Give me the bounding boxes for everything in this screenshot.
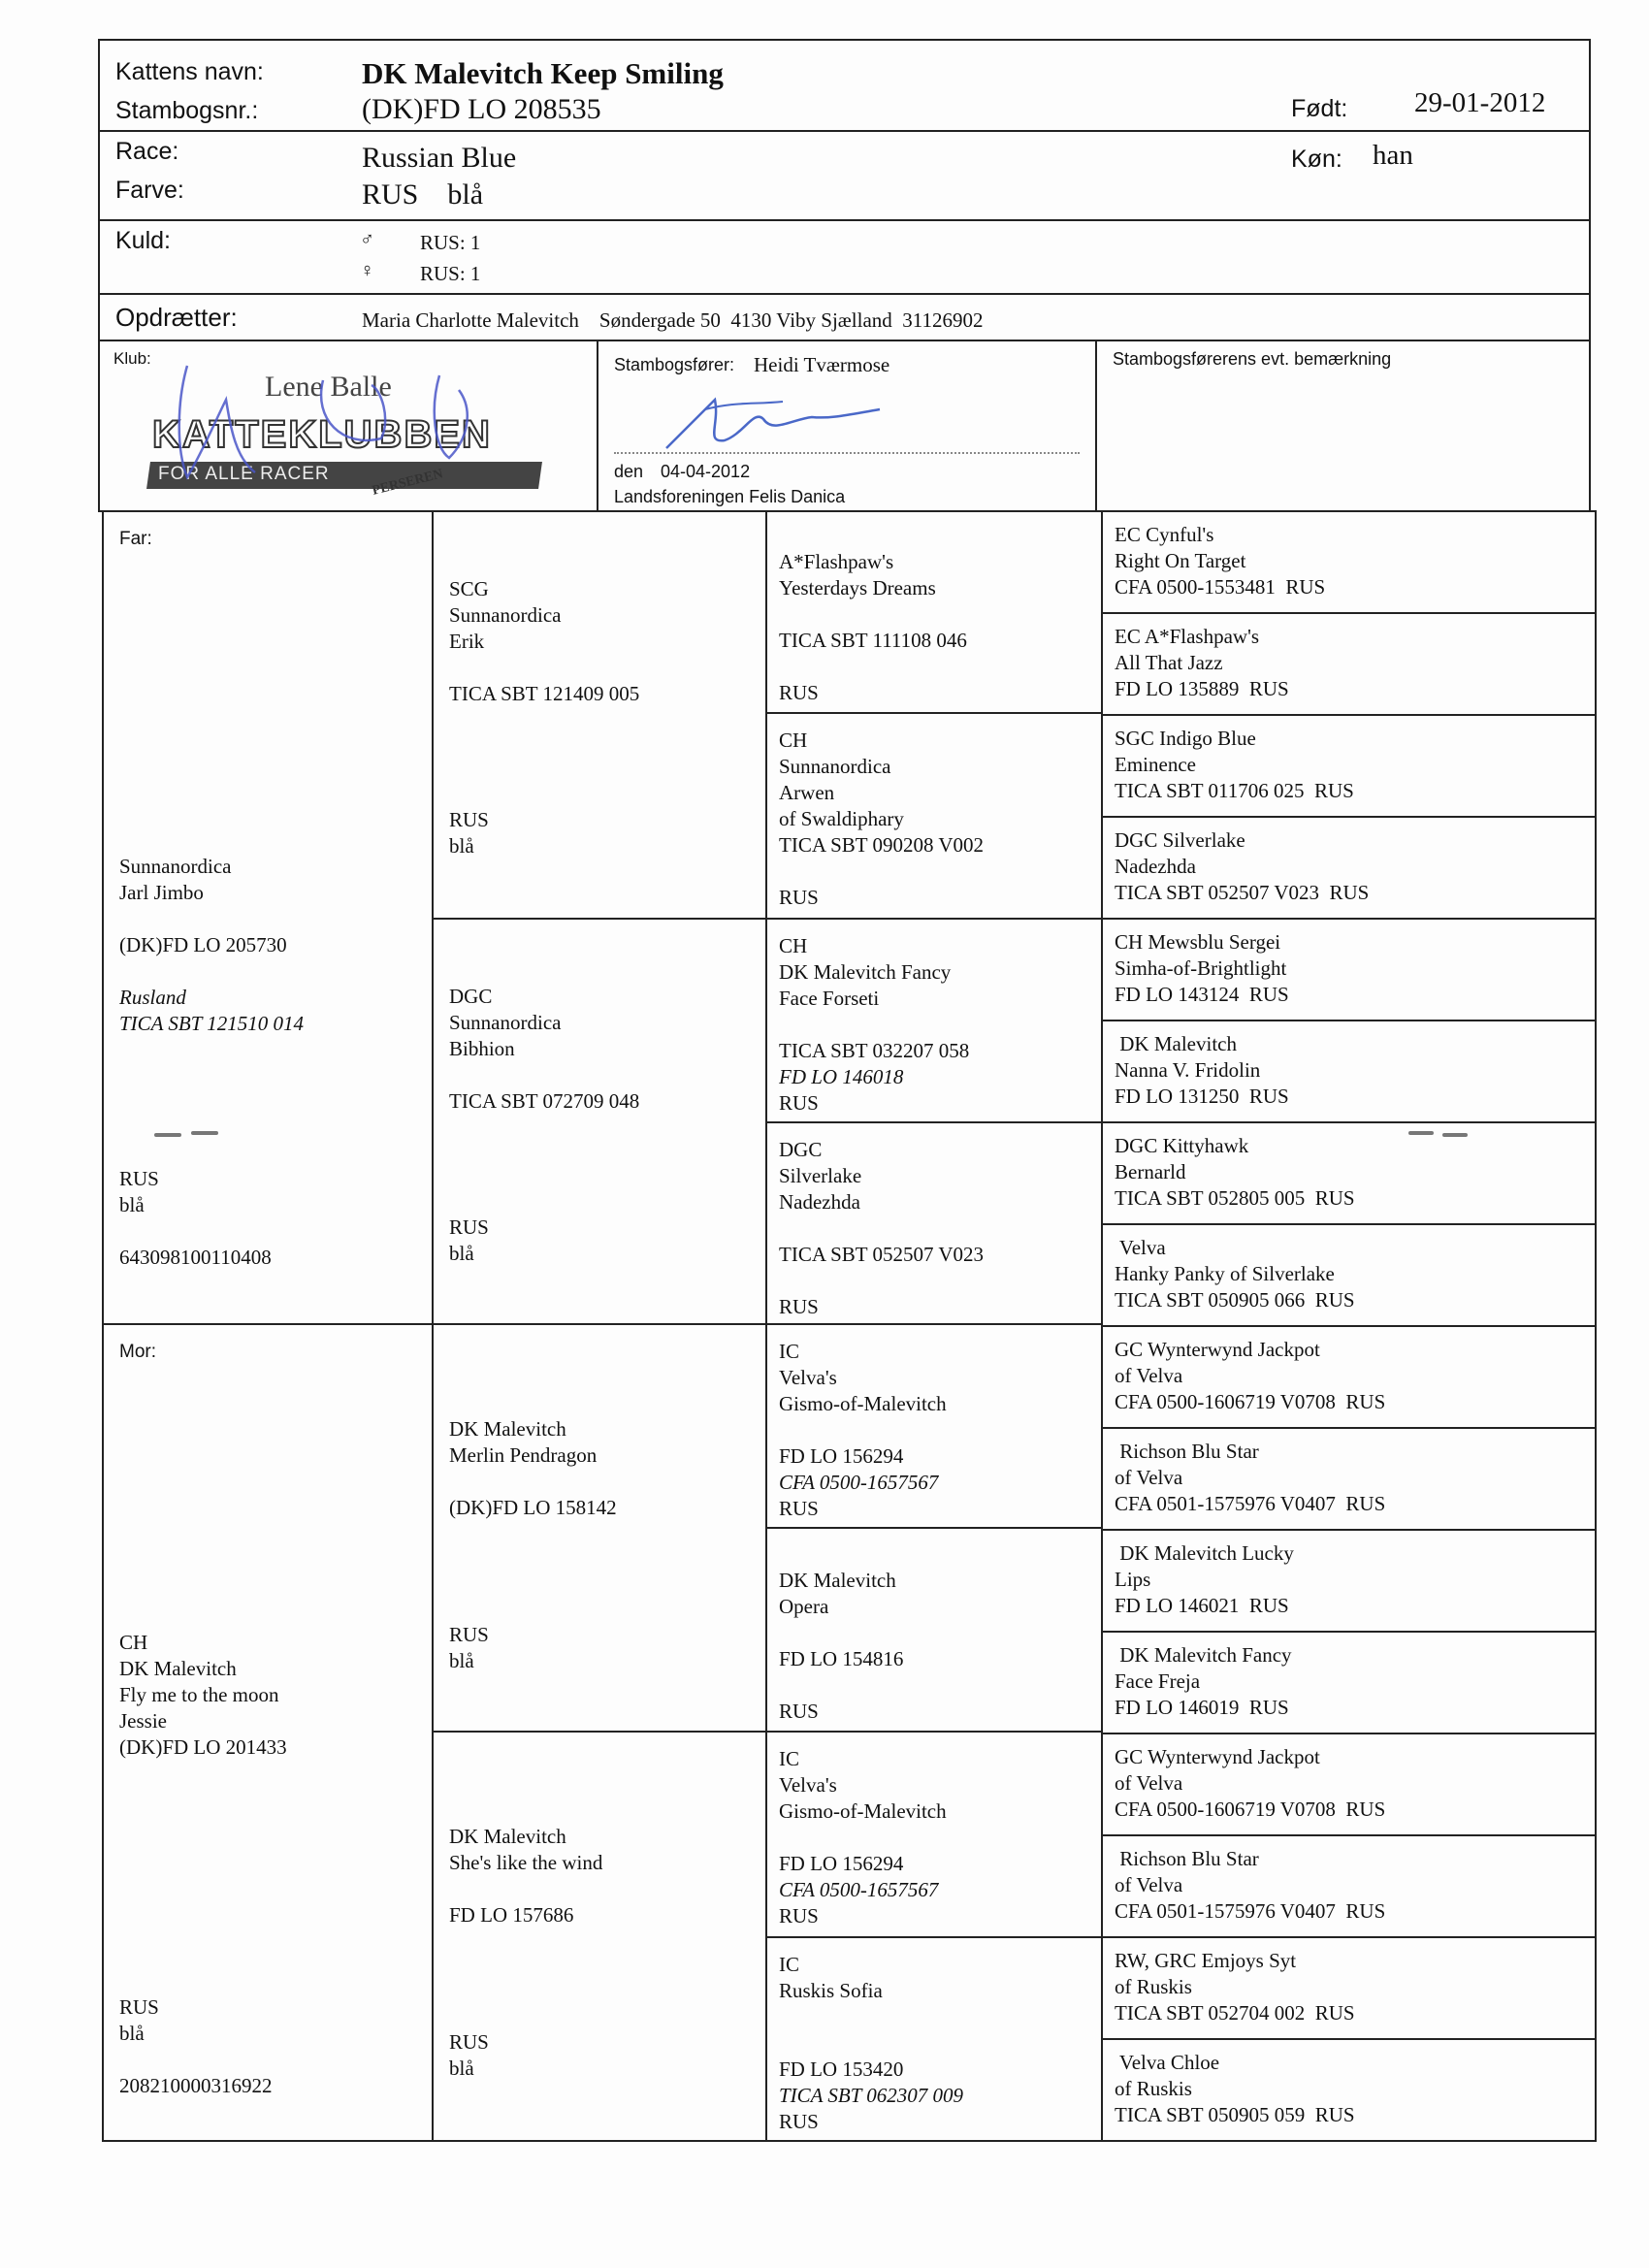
gen4-cell (1103, 1836, 1595, 1938)
gen3-cell (767, 1529, 1103, 1733)
gen2-line (449, 655, 639, 681)
gen2-line: DK Malevitch (449, 1825, 566, 1848)
gen4-line: Nadezhda (1115, 855, 1196, 878)
father-line (119, 958, 304, 985)
gen2-line: TICA SBT 072709 048 (449, 1089, 640, 1113)
gen3-line (779, 1825, 947, 1851)
father-italic: Rusland (119, 986, 186, 1009)
gen3-line: Gismo-of-Malevitch (779, 1799, 947, 1823)
mother-cell (104, 1325, 434, 2142)
race-label: Race: (115, 138, 179, 165)
gen2-line: blå (449, 834, 474, 858)
gen3-line: Ruskis Sofia (779, 1979, 883, 2002)
gen4-line: CH Mewsblu Sergei (1115, 930, 1281, 954)
gen3-line: DK Malevitch (779, 1569, 896, 1592)
gen4-line: Lips (1115, 1568, 1151, 1591)
gen3-line: CH (779, 729, 808, 752)
gen2-line: She's like the wind (449, 1851, 603, 1874)
race: Russian Blue (362, 142, 517, 174)
gen3-line: FD LO 156294 (779, 1444, 904, 1468)
gen4-cell (1103, 818, 1595, 920)
gen3-line: RUS (779, 681, 819, 704)
gen3-line: Velva's (779, 1366, 837, 1389)
row-breeder (100, 295, 1589, 341)
gen3-cell (767, 1123, 1103, 1325)
father-line: Sunnanordica (119, 855, 232, 878)
gen4-line: TICA SBT 052805 005 RUS (1115, 1186, 1355, 1210)
gen2-line (449, 1062, 639, 1088)
remarks-cell (1097, 341, 1591, 512)
gen4-cell (1103, 1429, 1595, 1531)
sex-label: Køn: (1291, 146, 1342, 173)
mother-line: Jessie (119, 1709, 167, 1733)
gen3-line: RUS (779, 1091, 819, 1115)
father-label: Far: (119, 529, 152, 549)
row-cat-name (100, 41, 1589, 132)
row-race (100, 132, 1589, 221)
gen2-line: Sunnanordica (449, 603, 562, 627)
gen4-cell (1103, 614, 1595, 716)
gen2-line: Merlin Pendragon (449, 1443, 598, 1467)
gen3-cell (767, 920, 1103, 1123)
gen2-cell (434, 1733, 767, 2142)
gen3-cell (767, 1325, 1103, 1529)
club-stamp-name: Lene Balle (265, 371, 392, 403)
gen4-line: Hanky Panky of Silverlake (1115, 1262, 1335, 1285)
gen4-line: FD LO 143124 RUS (1115, 983, 1289, 1006)
gen2-line: RUS (449, 1623, 489, 1646)
gen3-line: Sunnanordica (779, 755, 891, 778)
gen4-line: EC A*Flashpaw's (1115, 625, 1260, 648)
gen4-line: CFA 0500-1553481 RUS (1115, 575, 1326, 599)
gen4-line: RW, GRC Emjoys Syt (1115, 1949, 1297, 1972)
gen2-line: RUS (449, 808, 489, 831)
registrar: Heidi Tværmose (754, 353, 890, 376)
gen2-line (449, 1876, 602, 1902)
gen3-line: DK Malevitch Fancy (779, 960, 952, 984)
club-cell (100, 341, 598, 512)
gen3-line (779, 2030, 963, 2057)
gen3-line (779, 1012, 969, 1038)
gen2-line: blå (449, 1649, 474, 1672)
gen4-line: of Velva (1115, 1771, 1183, 1795)
gen4-line: TICA SBT 011706 025 RUS (1115, 779, 1354, 802)
gen2-line: TICA SBT 121409 005 (449, 682, 640, 705)
club-stamp-sub: FOR ALLE RACER (158, 464, 330, 484)
gen3-line: FD LO 154816 (779, 1647, 904, 1670)
mother-tail (119, 2047, 273, 2073)
gen3-line (779, 1620, 903, 1646)
gen3-italic: FD LO 146018 (779, 1065, 904, 1088)
gen4-line: Eminence (1115, 753, 1196, 776)
gen4-line: TICA SBT 052704 002 RUS (1115, 2001, 1355, 2025)
father-tail (119, 1218, 272, 1245)
gen3-line (779, 601, 967, 628)
mother-line: Fly me to the moon (119, 1683, 279, 1706)
male-symbol: ♂ (360, 229, 374, 250)
gen3-line (779, 2004, 963, 2030)
reg-label: Stambogsnr.: (115, 97, 259, 124)
gen3-italic: CFA 0500-1657567 (779, 1471, 939, 1494)
gen3-line: IC (779, 1953, 799, 1976)
gen2-line: Erik (449, 630, 485, 653)
gen3-line: RUS (779, 1700, 819, 1723)
gen3-line: RUS (779, 1295, 819, 1318)
gen4-line: DK Malevitch (1115, 1032, 1237, 1055)
gen3-cell (767, 1733, 1103, 1938)
gen3-line: RUS (779, 1497, 819, 1520)
gen4-line: Richson Blu Star (1115, 1847, 1259, 1870)
date: 04-04-2012 (661, 462, 751, 481)
gen4-line: of Ruskis (1115, 2077, 1192, 2100)
gen2-line: blå (449, 2057, 474, 2080)
gen2-cell (434, 920, 767, 1325)
gen4-line: GC Wynterwynd Jackpot (1115, 1338, 1320, 1361)
gen4-line: of Ruskis (1115, 1975, 1192, 1998)
gen4-cell (1103, 1327, 1595, 1429)
gen4-cell (1103, 1734, 1595, 1836)
gen4-line: CFA 0500-1606719 V0708 RUS (1115, 1798, 1386, 1821)
gen4-line: SGC Indigo Blue (1115, 727, 1256, 750)
gen2-line: Bibhion (449, 1037, 515, 1060)
gen4-line: FD LO 131250 RUS (1115, 1085, 1289, 1108)
gen3-line: Face Forseti (779, 987, 880, 1010)
registrar-signature (647, 380, 938, 468)
father-chip: 643098100110408 (119, 1246, 272, 1269)
gen4-cell (1103, 1938, 1595, 2040)
gen4-line: CFA 0500-1606719 V0708 RUS (1115, 1390, 1386, 1413)
gen3-line (779, 1672, 903, 1699)
gen3-line: DGC (779, 1138, 823, 1161)
gen4-line: GC Wynterwynd Jackpot (1115, 1745, 1320, 1768)
gen3-line (779, 859, 984, 885)
gen4-cell (1103, 1633, 1595, 1734)
gen4-line: TICA SBT 050905 066 RUS (1115, 1288, 1355, 1312)
gen4-cell (1103, 2040, 1595, 2142)
reg-no: (DK)FD LO 208535 (362, 93, 601, 125)
gen3-line: of Swaldiphary (779, 807, 904, 830)
born-date: 29-01-2012 (1414, 87, 1546, 118)
gen3-line (779, 1268, 984, 1294)
gen4-line: DGC Kittyhawk (1115, 1134, 1249, 1157)
club-signature (148, 361, 536, 497)
mother-tail: blå (119, 2022, 145, 2045)
date-label: den (614, 462, 644, 481)
gen3-line: A*Flashpaw's (779, 550, 894, 573)
gen3-italic: CFA 0500-1657567 (779, 1878, 939, 1901)
gen4-line: FD LO 146021 RUS (1115, 1594, 1289, 1617)
father-line (119, 906, 304, 932)
remarks-label: Stambogsførerens evt. bemærkning (1113, 349, 1392, 369)
gen3-line: Gismo-of-Malevitch (779, 1392, 947, 1415)
gen3-line: FD LO 156294 (779, 1852, 904, 1875)
registrar-label: Stambogsfører: (614, 355, 735, 374)
gen3-line: Velva's (779, 1773, 837, 1797)
gen3-cell (767, 1938, 1103, 2142)
gen4-line: DGC Silverlake (1115, 828, 1245, 852)
cat-name-label: Kattens navn: (115, 58, 264, 85)
gen3-cell (767, 714, 1103, 920)
female-symbol: ♀ (360, 260, 374, 281)
gen3-line: RUS (779, 1904, 819, 1928)
gen4-cell (1103, 1021, 1595, 1123)
born-label: Født: (1291, 95, 1348, 122)
gen4-line: of Velva (1115, 1466, 1183, 1489)
color: RUS blå (362, 178, 484, 211)
breeder: Maria Charlotte Malevitch Søndergade 50 4130 Viby Sjælland 31126902 (362, 308, 984, 332)
gen4-line: Nanna V. Fridolin (1115, 1058, 1261, 1082)
gen2-line: RUS (449, 1215, 489, 1239)
gen4-cell (1103, 1123, 1595, 1225)
signature-line (614, 452, 1080, 454)
cat-name: DK Malevitch Keep Smiling (362, 56, 724, 90)
association: Landsforeningen Felis Danica (614, 487, 846, 506)
gen4-cell (1103, 920, 1595, 1021)
gen2-line: Sunnanordica (449, 1011, 562, 1034)
mother-tail: RUS (119, 1995, 159, 2019)
gen3-italic: TICA SBT 062307 009 (779, 2084, 964, 2107)
gen4-line: DK Malevitch Fancy (1115, 1643, 1292, 1667)
gen3-line: Silverlake (779, 1164, 862, 1187)
gen4-line: Simha-of-Brightlight (1115, 956, 1287, 980)
gen2-line: FD LO 157686 (449, 1903, 574, 1927)
gen4-line: DK Malevitch Lucky (1115, 1541, 1294, 1565)
gen3-line: TICA SBT 032207 058 (779, 1039, 970, 1062)
gen4-cell (1103, 1531, 1595, 1633)
club-stamp-tag: PERSEREN (371, 467, 445, 499)
gen2-line: blå (449, 1242, 474, 1265)
litter-male: RUS: 1 (420, 231, 481, 254)
gen3-line: IC (779, 1340, 799, 1363)
gen4-line: CFA 0501-1575976 V0407 RUS (1115, 1492, 1386, 1515)
gen4-line: Right On Target (1115, 549, 1246, 572)
gen2-cell (434, 512, 767, 920)
gen2-line: DGC (449, 985, 493, 1008)
gen4-line: TICA SBT 052507 V023 RUS (1115, 881, 1370, 904)
father-line: Jarl Jimbo (119, 881, 204, 904)
gen3-line: FD LO 153420 (779, 2057, 904, 2081)
gen3-cell (767, 512, 1103, 714)
father-tail: RUS (119, 1167, 159, 1190)
gen3-line: RUS (779, 2110, 819, 2133)
gen3-line (779, 1417, 947, 1443)
gen4-line: TICA SBT 050905 059 RUS (1115, 2103, 1355, 2126)
row-litter (100, 221, 1589, 295)
mother-chip: 208210000316922 (119, 2074, 273, 2097)
registrar-cell (598, 341, 1097, 512)
gen3-line (779, 1215, 984, 1242)
gen2-line (449, 1469, 617, 1495)
gen3-line: Nadezhda (779, 1190, 860, 1214)
gen4-line: CFA 0501-1575976 V0407 RUS (1115, 1899, 1386, 1923)
gen3-line: TICA SBT 090208 V002 (779, 833, 985, 857)
gen3-line (779, 654, 967, 680)
litter-label: Kuld: (115, 227, 171, 254)
club-label: Klub: (113, 349, 151, 368)
gen4-line: of Velva (1115, 1364, 1183, 1387)
gen4-line: Richson Blu Star (1115, 1440, 1259, 1463)
gen4-line: FD LO 146019 RUS (1115, 1696, 1289, 1719)
gen2-cell (434, 1325, 767, 1733)
gen3-line: CH (779, 934, 808, 957)
gen2-line: SCG (449, 577, 489, 600)
mother-label: Mor: (119, 1342, 156, 1362)
gen4-cell (1103, 716, 1595, 818)
gen4-line: All That Jazz (1115, 651, 1223, 674)
gen2-line: (DK)FD LO 158142 (449, 1496, 617, 1519)
color-label: Farve: (115, 177, 184, 204)
gen4-line: FD LO 135889 RUS (1115, 677, 1289, 700)
gen4-line: Velva Chloe (1115, 2051, 1220, 2074)
father-line: (DK)FD LO 205730 (119, 933, 287, 956)
mother-line: DK Malevitch (119, 1657, 237, 1680)
mother-line: CH (119, 1631, 148, 1654)
mother-line: (DK)FD LO 201433 (119, 1735, 287, 1759)
gen3-line: RUS (779, 886, 819, 909)
gen2-line: DK Malevitch (449, 1417, 566, 1441)
gen4-line: Bernarld (1115, 1160, 1186, 1183)
sex: han (1373, 140, 1413, 171)
gen3-line: Opera (779, 1595, 829, 1618)
gen3-line: Yesterdays Dreams (779, 576, 936, 599)
father-cell (104, 512, 434, 1325)
gen4-cell (1103, 512, 1595, 614)
gen3-line: Arwen (779, 781, 835, 804)
father-tail: blå (119, 1193, 145, 1216)
row-club (100, 341, 1589, 512)
gen4-line: Velva (1115, 1236, 1166, 1259)
gen4-line: of Velva (1115, 1873, 1183, 1896)
breeder-label: Opdrætter: (115, 303, 238, 332)
gen4-cell (1103, 1225, 1595, 1327)
gen2-line: RUS (449, 2030, 489, 2054)
gen4-line: EC Cynful's (1115, 523, 1214, 546)
gen3-line: TICA SBT 111108 046 (779, 629, 967, 652)
gen3-line: IC (779, 1747, 799, 1770)
gen3-line: TICA SBT 052507 V023 (779, 1243, 985, 1266)
father-italic: TICA SBT 121510 014 (119, 1012, 305, 1035)
club-stamp (148, 361, 556, 497)
gen4-line: Face Freja (1115, 1669, 1201, 1693)
header-table (98, 39, 1591, 512)
pedigree-table (102, 510, 1597, 2142)
litter-female: RUS: 1 (420, 262, 481, 285)
club-stamp-text: KATTEKLUBBEN (152, 413, 492, 456)
